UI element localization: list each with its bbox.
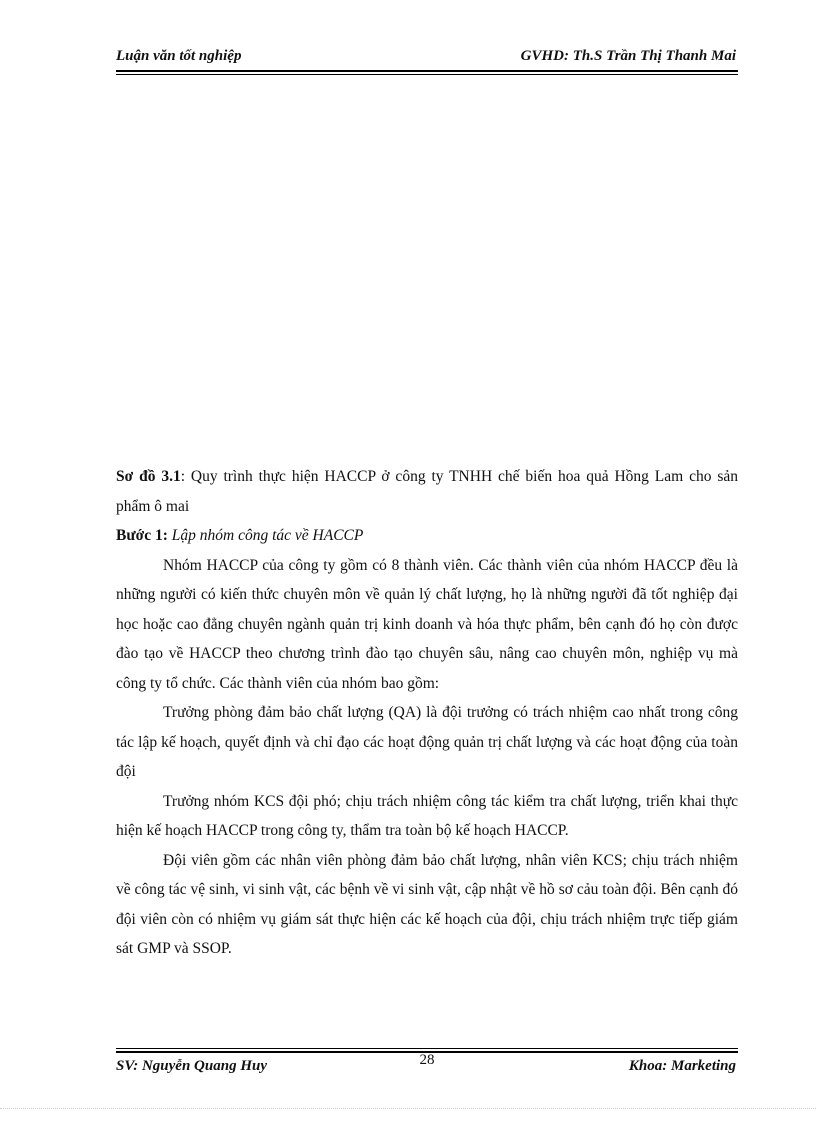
page-body [116,462,738,964]
header-thesis-title: Luận văn tốt nghiệp [116,48,242,64]
footer-rule-thin [116,1048,738,1049]
header-rule-thick [116,70,738,72]
page-footer [116,1056,736,1078]
page-number: 28 [419,1052,435,1068]
paragraph-team-members: Đội viên gồm các nhân viên phòng đảm bảo chất lượng, nhân viên KCS; chịu trách nhiệm về công tác vệ sinh, vi sinh vật, các bệnh về vi sinh vật, cập nhật về hồ sơ cảu toàn đội. Bên cạnh đó đội viên còn có nhiệm vụ giám sát thực hiện các kế hoạch của đội, chịu trách nhiệm trực tiếp giám sát GMP và SSOP. [116,851,738,957]
step-label: Bước 1: [116,527,168,544]
caption-label: Sơ đồ 3.1 [116,468,181,485]
footer-student: SV: Nguyễn Quang Huy [116,1058,267,1074]
paragraph-team-intro: Nhóm HACCP của công ty gồm có 8 thành viên. Các thành viên của nhóm HACCP đều là những người có kiến thức chuyên môn về quản lý chất lượng, họ là những người đã tốt nghiệp đại học hoặc cao đẳng chuyên ngành quản trị kinh doanh và hóa thực phẩm, bên cạnh đó họ còn được đào tạo về HACCP theo chương trình đào tạo chuyên sâu, nâng cao chuyên môn, nghiệp vụ mà công ty tổ chức. Các thành viên của nhóm bao gồm: [116,556,738,692]
paragraph-deputy-leader: Trưởng nhóm KCS đội phó; chịu trách nhiệm công tác kiểm tra chất lượng, triển khai thực hiện kế hoạch HACCP trong công ty, thẩm tra toàn bộ kế hoạch HACCP. [116,792,738,839]
step-title: Lập nhóm công tác về HACCP [171,527,364,544]
header-rule-thin [116,74,738,75]
page-bottom-divider [0,1108,816,1109]
caption-text: : Quy trình thực hiện HACCP ở công ty TNHH chế biến hoa quả Hồng Lam cho sản phẩm ô mai [116,468,738,515]
diagram-caption [116,462,738,521]
header-advisor: GVHD: Th.S Trần Thị Thanh Mai [520,48,736,64]
step-heading [116,521,738,551]
footer-faculty: Khoa: Marketing [628,1058,736,1074]
page-header [116,48,736,70]
paragraph-team-leader: Trưởng phòng đảm bảo chất lượng (QA) là đội trưởng có trách nhiệm cao nhất trong công tác lập kế hoạch, quyết định và chỉ đạo các hoạt động quản trị chất lượng và các hoạt động của toàn đội [116,704,738,780]
